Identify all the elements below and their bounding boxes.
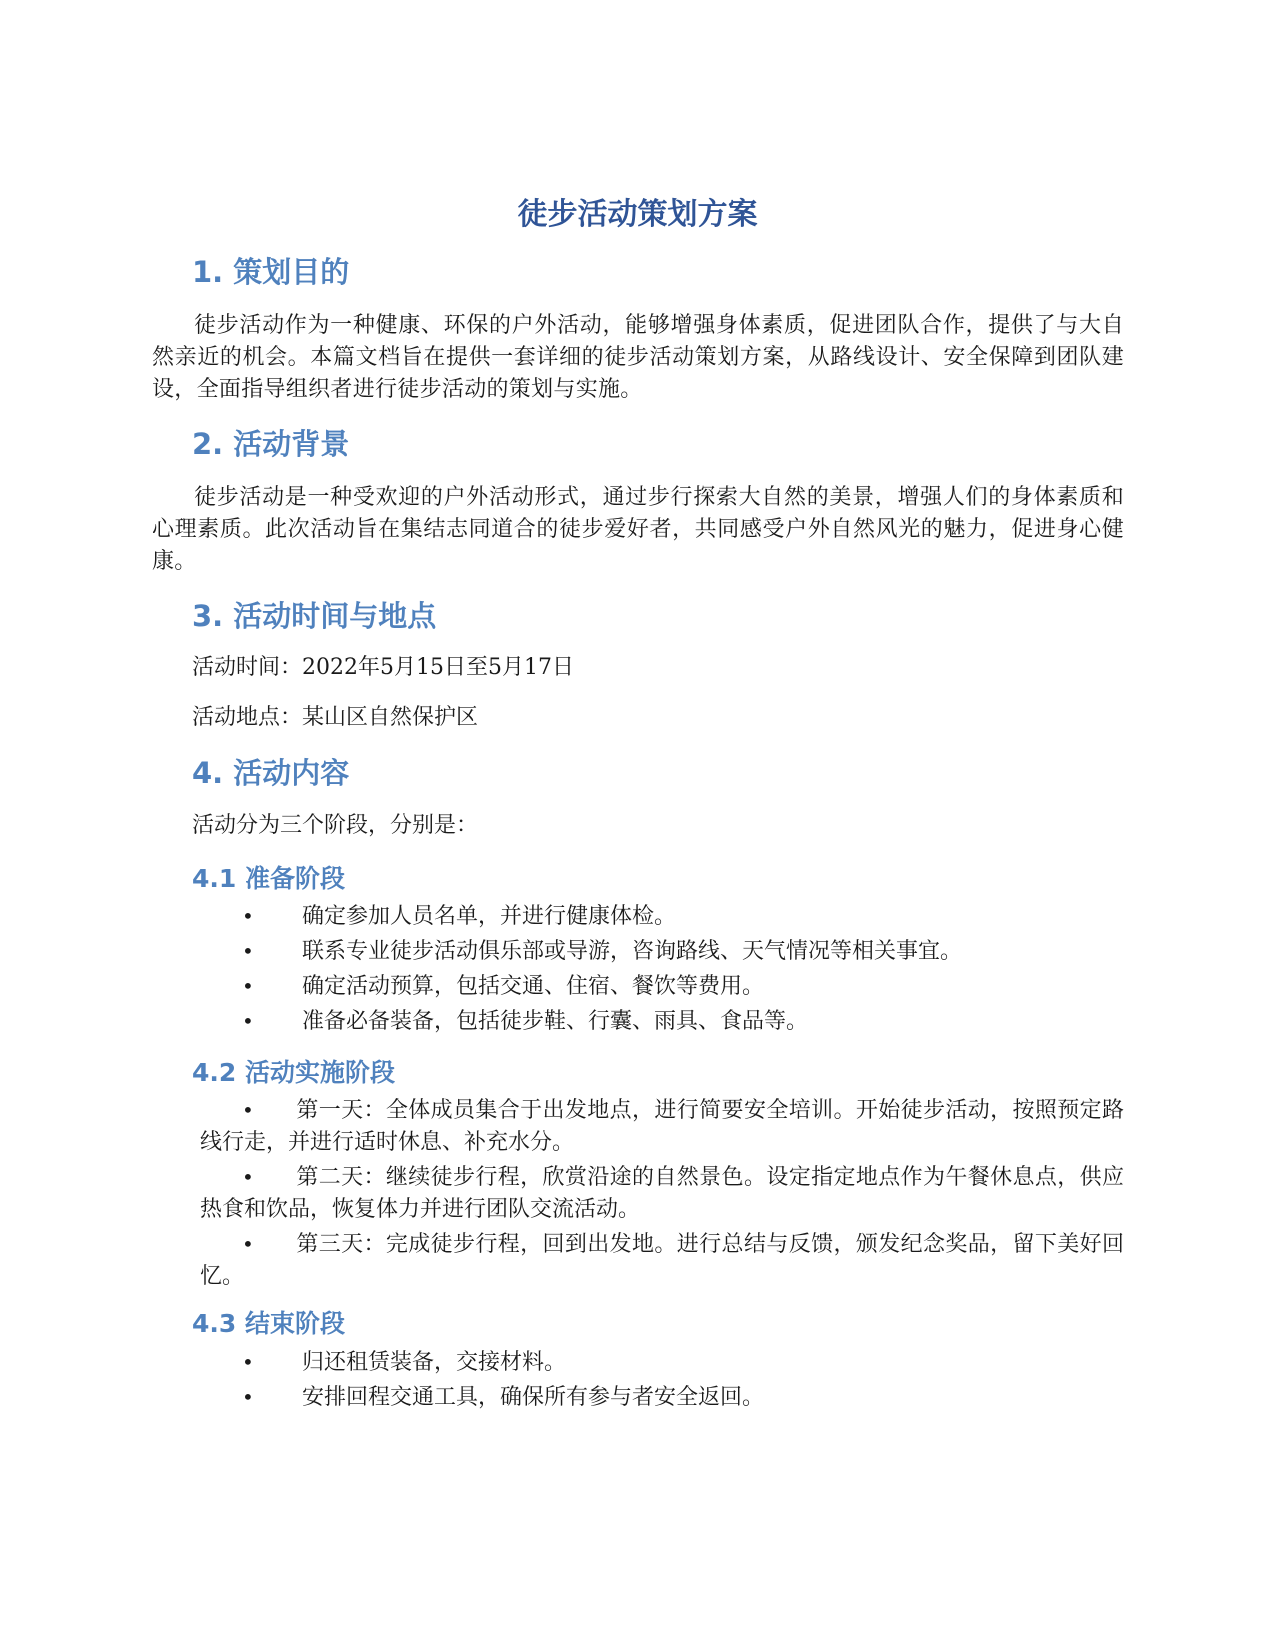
list-item: • 归还租赁装备，交接材料。 <box>192 1345 1124 1380</box>
activity-place: 活动地点：某山区自然保护区 <box>192 705 479 730</box>
bullet-icon: • <box>242 1098 254 1122</box>
subsection-heading-prep: 4.1 准备阶段 <box>192 864 345 893</box>
bullet-icon: • <box>242 1385 254 1409</box>
list-item: • 第一天：全体成员集合于出发地点，进行简要安全培训。开始徒步活动，按照预定路线行走，并进行适时休息、补充水分。 <box>200 1094 1124 1159</box>
list-item: • 联系专业徒步活动俱乐部或导游，咨询路线、天气情况等相关事宜。 <box>192 934 1124 969</box>
section-text-background: 徒步活动是一种受欢迎的户外活动形式，通过步行探索大自然的美景，增强人们的身体素质和心理素质。此次活动旨在集结志同道合的徒步爱好者，共同感受户外自然风光的魅力，促进身心健康。 <box>152 485 1124 574</box>
document-title: 徒步活动策划方案 <box>517 197 758 232</box>
bullet-icon: • <box>242 974 254 998</box>
prep-list <box>192 899 1124 1039</box>
list-item: • 第三天：完成徒步行程，回到出发地。进行总结与反馈，颁发纪念奖品，留下美好回忆。 <box>200 1228 1124 1293</box>
section-heading-time-place: 3. 活动时间与地点 <box>192 599 437 633</box>
bullet-icon: • <box>242 1232 254 1256</box>
bullet-icon: • <box>242 1350 254 1374</box>
section-text-purpose: 徒步活动作为一种健康、环保的户外活动，能够增强身体素质，促进团队合作，提供了与大自然亲近的机会。本篇文档旨在提供一套详细的徒步活动策划方案，从路线设计、安全保障到团队建设，全面指导组织者进行徒步活动的策划与实施。 <box>152 313 1124 402</box>
activity-time: 活动时间：2022年5月15日至5月17日 <box>192 655 574 680</box>
bullet-icon: • <box>242 1165 254 1189</box>
list-item: • 准备必备装备，包括徒步鞋、行囊、雨具、食品等。 <box>192 1004 1124 1039</box>
bullet-icon: • <box>242 904 254 928</box>
list-item: • 确定活动预算，包括交通、住宿、餐饮等费用。 <box>192 969 1124 1004</box>
list-item: • 第二天：继续徒步行程，欣赏沿途的自然景色。设定指定地点作为午餐休息点，供应热食和饮品，恢复体力并进行团队交流活动。 <box>200 1161 1124 1226</box>
bullet-icon: • <box>242 939 254 963</box>
subsection-heading-end: 4.3 结束阶段 <box>192 1309 345 1338</box>
section-heading-background: 2. 活动背景 <box>192 427 350 461</box>
bullet-icon: • <box>242 1009 254 1033</box>
section-heading-purpose: 1. 策划目的 <box>192 255 350 289</box>
list-item: • 安排回程交通工具，确保所有参与者安全返回。 <box>192 1380 1124 1415</box>
subsection-heading-implement: 4.2 活动实施阶段 <box>192 1058 395 1087</box>
implement-list <box>200 1094 1124 1295</box>
list-item: • 确定参加人员名单，并进行健康体检。 <box>192 899 1124 934</box>
section-heading-content: 4. 活动内容 <box>192 756 350 790</box>
end-list <box>192 1345 1124 1415</box>
content-intro: 活动分为三个阶段，分别是： <box>192 813 479 838</box>
